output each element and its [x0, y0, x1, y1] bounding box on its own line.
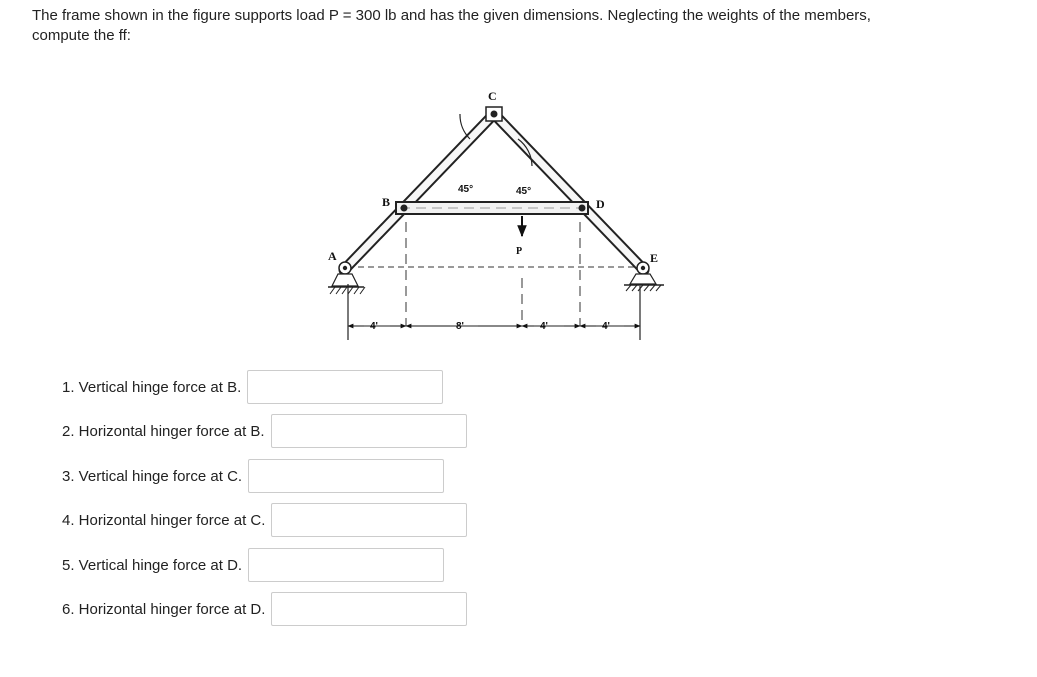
question-label: 6. Horizontal hinger force at D. [62, 600, 266, 618]
question-row-2 [62, 414, 467, 448]
answer-input-3[interactable] [248, 459, 444, 493]
label-e: E [650, 251, 659, 265]
member-bd [396, 202, 588, 214]
frame-figure [318, 88, 668, 350]
label-b: B [382, 195, 391, 209]
question-label: 2. Horizontal hinger force at B. [62, 422, 265, 440]
label-a: A [328, 249, 337, 263]
angle-label-right: 45° [516, 186, 532, 197]
answer-input-5[interactable] [248, 548, 444, 582]
support-e [624, 262, 664, 291]
dimension-1: 4' [370, 321, 378, 332]
question-row-1 [62, 370, 443, 404]
pin-d [579, 205, 586, 212]
answer-input-2[interactable] [271, 414, 467, 448]
pin-b [401, 205, 408, 212]
question-label: 4. Horizontal hinger force at C. [62, 511, 266, 529]
label-c: C [488, 89, 497, 103]
dimension-4: 4' [602, 321, 610, 332]
problem-statement: The frame shown in the figure supports load P = 300 lb and has the given dimensions. Neglecting the weights of the members, compute the ff: [32, 7, 871, 44]
question-row-6 [62, 592, 467, 626]
question-label: 3. Vertical hinge force at C. [62, 467, 243, 485]
answer-input-6[interactable] [271, 592, 467, 626]
answer-input-1[interactable] [247, 370, 443, 404]
pin-c [486, 107, 502, 121]
question-label: 1. Vertical hinge force at B. [62, 378, 242, 396]
angle-label-left: 45° [458, 184, 474, 195]
question-label: 5. Vertical hinge force at D. [62, 556, 243, 574]
label-d: D [596, 197, 605, 211]
dimension-2: 8' [456, 321, 464, 332]
question-row-3 [62, 459, 444, 493]
question-row-5 [62, 548, 444, 582]
question-row-4 [62, 503, 467, 537]
answer-input-4[interactable] [271, 503, 467, 537]
dimension-3: 4' [540, 321, 548, 332]
label-p: P [516, 246, 523, 257]
